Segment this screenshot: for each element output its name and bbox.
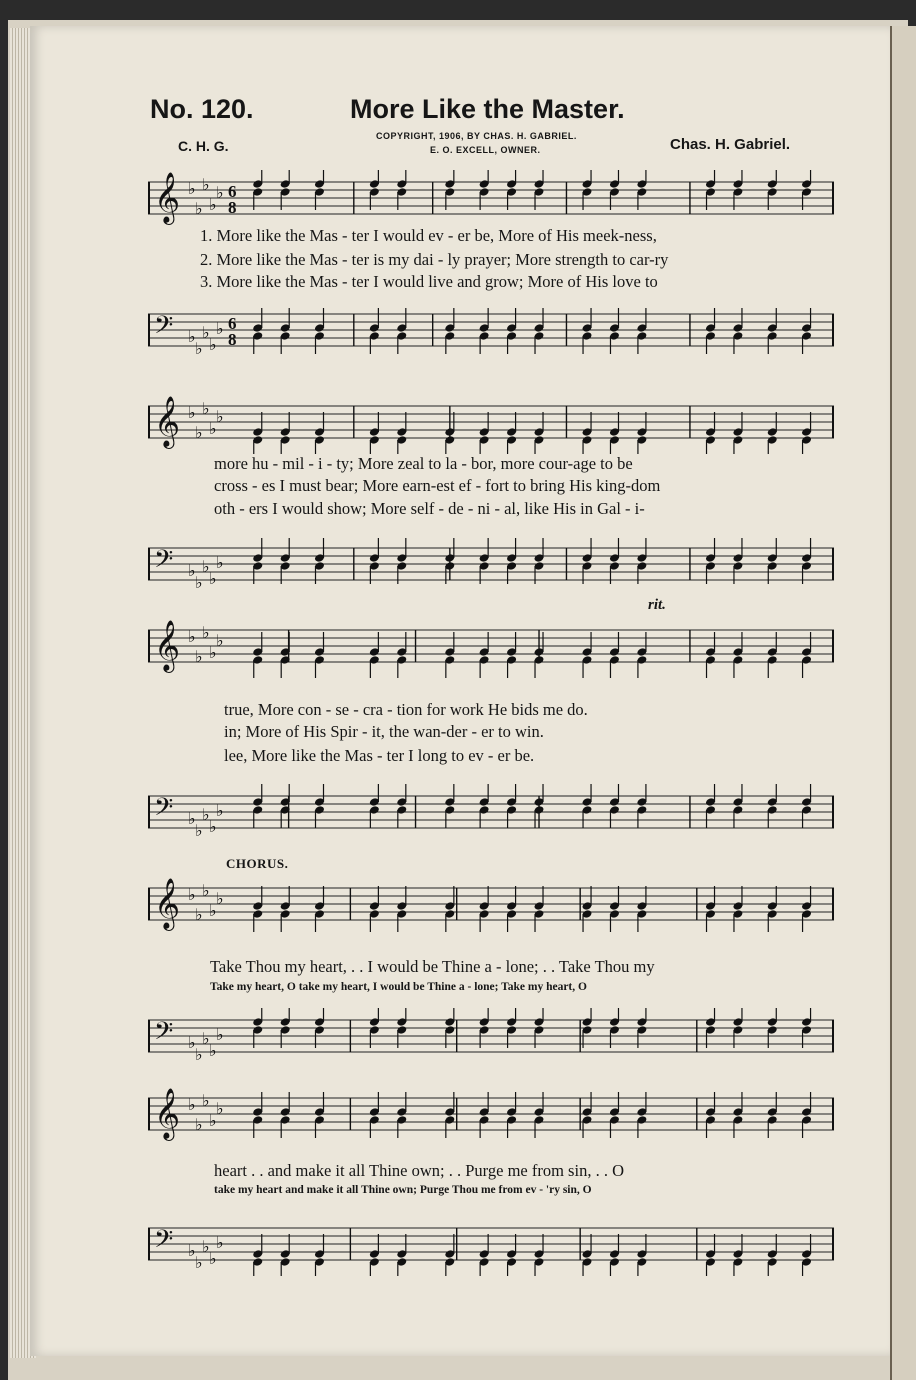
svg-text:♭: ♭: [209, 1041, 217, 1060]
copyright-line-1: COPYRIGHT, 1906, BY CHAS. H. GABRIEL.: [376, 131, 577, 141]
verse-2-line-3: in; More of His Spir - it, the wan-der - er to win.: [224, 722, 544, 741]
bass-staff-lines: [148, 784, 834, 844]
svg-text:♭: ♭: [202, 805, 210, 824]
treble-clef-icon: 𝄞: [154, 396, 181, 447]
bass-staff: [148, 1008, 834, 1068]
svg-text:♭: ♭: [188, 1241, 196, 1260]
ritardando-mark: rit.: [648, 597, 666, 613]
svg-text:6: 6: [228, 182, 237, 201]
svg-text:♭: ♭: [195, 1045, 203, 1064]
bass-clef-icon: 𝄢: [154, 545, 174, 580]
treble-staff-lines: [148, 618, 834, 678]
svg-text:♭: ♭: [209, 335, 217, 354]
treble-staff: [148, 876, 834, 936]
svg-text:8: 8: [228, 330, 237, 349]
bass-clef-icon: 𝄢: [154, 1225, 174, 1260]
svg-text:♭: ♭: [216, 801, 224, 820]
svg-text:♭: ♭: [216, 1233, 224, 1252]
svg-text:♭: ♭: [202, 1237, 210, 1256]
svg-text:♭: ♭: [209, 419, 217, 438]
svg-text:♭: ♭: [209, 569, 217, 588]
svg-text:♭: ♭: [195, 821, 203, 840]
treble-staff-lines: [148, 1086, 834, 1146]
svg-text:♭: ♭: [188, 809, 196, 828]
verse-1-line-1: 1. More like the Mas - ter I would ev - er be, More of His meek-ness,: [200, 226, 657, 245]
facing-page-edge: [890, 26, 916, 1380]
bass-staff-lines: [148, 1008, 834, 1068]
svg-text:♭: ♭: [195, 1115, 203, 1134]
svg-text:♭: ♭: [202, 399, 210, 418]
treble-staff-lines: [148, 170, 834, 230]
svg-text:♭: ♭: [216, 183, 224, 202]
svg-text:♭: ♭: [202, 323, 210, 342]
treble-staff: [148, 1086, 834, 1146]
svg-text:♭: ♭: [202, 557, 210, 576]
verse-3-line-2: oth - ers I would show; More self - de - ni - al, like His in Gal - i-: [214, 499, 645, 518]
bass-staff-lines: [148, 536, 834, 596]
treble-clef-icon: 𝄞: [154, 1088, 181, 1139]
treble-clef-icon: 𝄞: [154, 878, 181, 929]
verse-2-line-2: cross - es I must bear; More earn-est ef - fort to bring His king-dom: [214, 476, 661, 495]
bass-clef-icon: 𝄢: [154, 793, 174, 828]
svg-text:♭: ♭: [216, 1025, 224, 1044]
svg-text:♭: ♭: [195, 339, 203, 358]
svg-text:♭: ♭: [188, 885, 196, 904]
svg-text:♭: ♭: [188, 403, 196, 422]
svg-text:♭: ♭: [216, 889, 224, 908]
svg-text:♭: ♭: [195, 647, 203, 666]
chorus-label: CHORUS.: [226, 856, 289, 871]
svg-text:♭: ♭: [209, 643, 217, 662]
svg-text:♭: ♭: [188, 561, 196, 580]
svg-text:♭: ♭: [209, 817, 217, 836]
composer: Chas. H. Gabriel.: [670, 136, 791, 153]
verse-1-line-3: true, More con - se - cra - tion for work He bids me do.: [224, 700, 588, 719]
svg-text:♭: ♭: [216, 319, 224, 338]
svg-text:♭: ♭: [216, 407, 224, 426]
chorus-bass-lyric-1: Take my heart, O take my heart, I would be Thine a - lone; Take my heart, O: [210, 981, 587, 993]
chorus-bass-lyric-2: take my heart and make it all Thine own; Purge Thou me from ev - 'ry sin, O: [214, 1184, 592, 1196]
svg-text:♭: ♭: [216, 631, 224, 650]
svg-text:♭: ♭: [216, 553, 224, 572]
svg-text:♭: ♭: [195, 1253, 203, 1272]
bass-staff-lines: [148, 302, 834, 362]
svg-text:♭: ♭: [202, 1029, 210, 1048]
bass-staff-lines: [148, 1216, 834, 1276]
treble-clef-icon: 𝄞: [154, 172, 181, 223]
copyright-line-2: E. O. EXCELL, OWNER.: [430, 145, 541, 155]
verse-2-line-1: 2. More like the Mas - ter is my dai - ly prayer; More strength to car-ry: [200, 250, 669, 269]
svg-text:♭: ♭: [195, 423, 203, 442]
svg-text:♭: ♭: [209, 195, 217, 214]
svg-text:♭: ♭: [202, 1091, 210, 1110]
bass-staff: [148, 536, 834, 596]
svg-text:♭: ♭: [216, 1099, 224, 1118]
verse-1-line-2: more hu - mil - i - ty; More zeal to la - bor, more cour-age to be: [214, 454, 633, 473]
bass-staff: [148, 1216, 834, 1276]
treble-staff-lines: [148, 394, 834, 454]
treble-staff: [148, 170, 834, 230]
svg-text:♭: ♭: [195, 905, 203, 924]
treble-staff-lines: [148, 876, 834, 936]
svg-text:♭: ♭: [202, 175, 210, 194]
bass-clef-icon: 𝄢: [154, 311, 174, 346]
chorus-lyric-1: Take Thou my heart, . . I would be Thine a - lone; . . Take Thou my: [210, 957, 655, 976]
author-initials: C. H. G.: [178, 138, 229, 154]
svg-text:♭: ♭: [195, 573, 203, 592]
svg-text:♭: ♭: [209, 1249, 217, 1268]
svg-text:♭: ♭: [188, 1095, 196, 1114]
chorus-lyric-2: heart . . and make it all Thine own; . . Purge me from sin, . . O: [214, 1161, 624, 1180]
svg-text:♭: ♭: [188, 627, 196, 646]
treble-staff: [148, 618, 834, 678]
verse-3-line-1: 3. More like the Mas - ter I would live and grow; More of His love to: [200, 272, 658, 291]
svg-text:♭: ♭: [188, 179, 196, 198]
svg-text:♭: ♭: [202, 623, 210, 642]
svg-text:♭: ♭: [202, 881, 210, 900]
hymn-number: No. 120.: [150, 94, 254, 124]
bass-staff: [148, 302, 834, 362]
hymn-title: More Like the Master.: [350, 94, 625, 124]
svg-text:8: 8: [228, 198, 237, 217]
svg-text:♭: ♭: [188, 1033, 196, 1052]
treble-staff: [148, 394, 834, 454]
svg-text:♭: ♭: [195, 199, 203, 218]
verse-3-line-3: lee, More like the Mas - ter I long to ev - er be.: [224, 746, 535, 765]
bass-clef-icon: 𝄢: [154, 1017, 174, 1052]
treble-clef-icon: 𝄞: [154, 620, 181, 671]
svg-text:♭: ♭: [188, 327, 196, 346]
bass-staff: [148, 784, 834, 844]
svg-text:♭: ♭: [209, 1111, 217, 1130]
svg-text:♭: ♭: [209, 901, 217, 920]
svg-text:6: 6: [228, 314, 237, 333]
